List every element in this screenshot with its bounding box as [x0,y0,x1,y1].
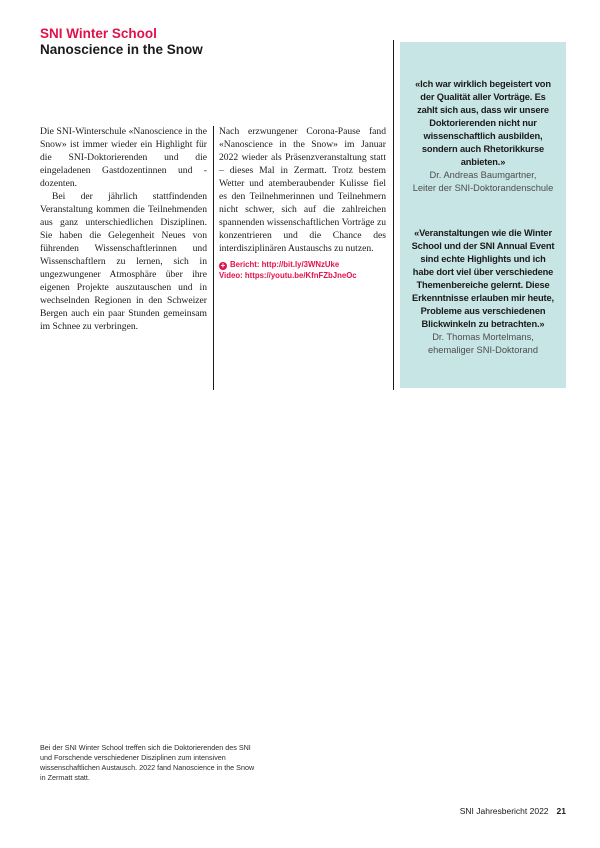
page-footer [460,806,566,816]
sidebar-divider-rule [393,40,394,390]
report-link-label: Bericht: [230,260,260,269]
video-link[interactable]: https://youtu.be/KfnFZbJneOc [244,271,357,280]
report-link-line [219,259,386,270]
report-link[interactable]: http://bit.ly/3WNzUke [261,260,340,269]
paragraph: Nach erzwungener Corona-Pause fand «Nanoscience in the Snow» im Januar 2022 wieder als Präsenzveranstaltung statt – dieses Mal in Zermatt. Trotz bestem Wetter und atemberaubender Kulisse fiel es den Teilnehmerinnen und Teilnehmern nicht schwer, sich auf die zahlreichen spannenden wissenschaftlichen Vorträge zu konzentrieren und die Chance des interdisziplinären Austauschs zu nutzen. [219,126,386,254]
article-header [40,26,203,58]
video-link-line [219,270,386,281]
quote-block [409,227,557,357]
page-number: 21 [556,806,566,816]
footer-label: SNI Jahresbericht 2022 [459,806,549,816]
quote-author: Dr. Thomas Mortelmans, [432,332,534,342]
quote-block [409,78,557,195]
plus-circle-icon: + [220,261,226,270]
quote-text: «Ich war wirklich begeistert von der Qualität aller Vorträge. Es zahlt sich aus, dass wir unsere Doktorierenden nicht nur wissenschaftlich ausbilden, sondern auch Rhetorikkurse anbieten.» [415,79,551,167]
quote-role: Leiter der SNI-Doktorandenschule [412,183,554,193]
paragraph: Bei der jährlich stattfindenden Veranstaltung kommen die Teilnehmenden aus ganz unterschiedlichen Disziplinen. Sie haben die Gelegenheit Neues von führenden Wissenschaftlerinnen und Wissenschaftlern zu lernen, sich in ungezwungener Atmosphäre über ihre eigenen Projekte auszutauschen und in wechselnden Regionen in den Schweizer Bergen auch ein paar Stunden gemeinsam im Schnee zu verbringen. [40,191,207,332]
article-column-2 [219,125,386,281]
article-column-1 [40,125,207,333]
column-divider-rule [213,126,214,390]
page-title: SNI Winter School [40,26,157,41]
quote-sidebar [400,42,566,388]
paragraph: Die SNI-Winterschule «Nanoscience in the Snow» ist immer wieder ein Highlight für die SNI-Doktorierenden und die eingeladenen Gastdozentinnen und -dozenten. [40,126,207,189]
page-subtitle: Nanoscience in the Snow [40,42,203,57]
quote-author: Dr. Andreas Baumgartner, [429,170,537,180]
article-links [219,259,386,281]
quote-text: «Veranstaltungen wie die Winter School und der SNI Annual Event sind echte Highlights und ich habe dort viel über verschiedene Themenbereiche gelernt. Diese Erkenntnisse erlauben mir heute, Probleme aus verschiedenen Blickwinkeln zu betrachten.» [411,228,555,329]
photo-caption: Bei der SNI Winter School treffen sich die Doktorierenden des SNI und Forschende verschiedener Disziplinen zum intensiven wissenschaftlichen Austausch. 2022 fand Nanoscience in the Snow in Zermatt statt. [40,743,255,782]
video-link-label: Video: [219,271,243,280]
quote-role: ehemaliger SNI-Doktorand [427,345,539,355]
